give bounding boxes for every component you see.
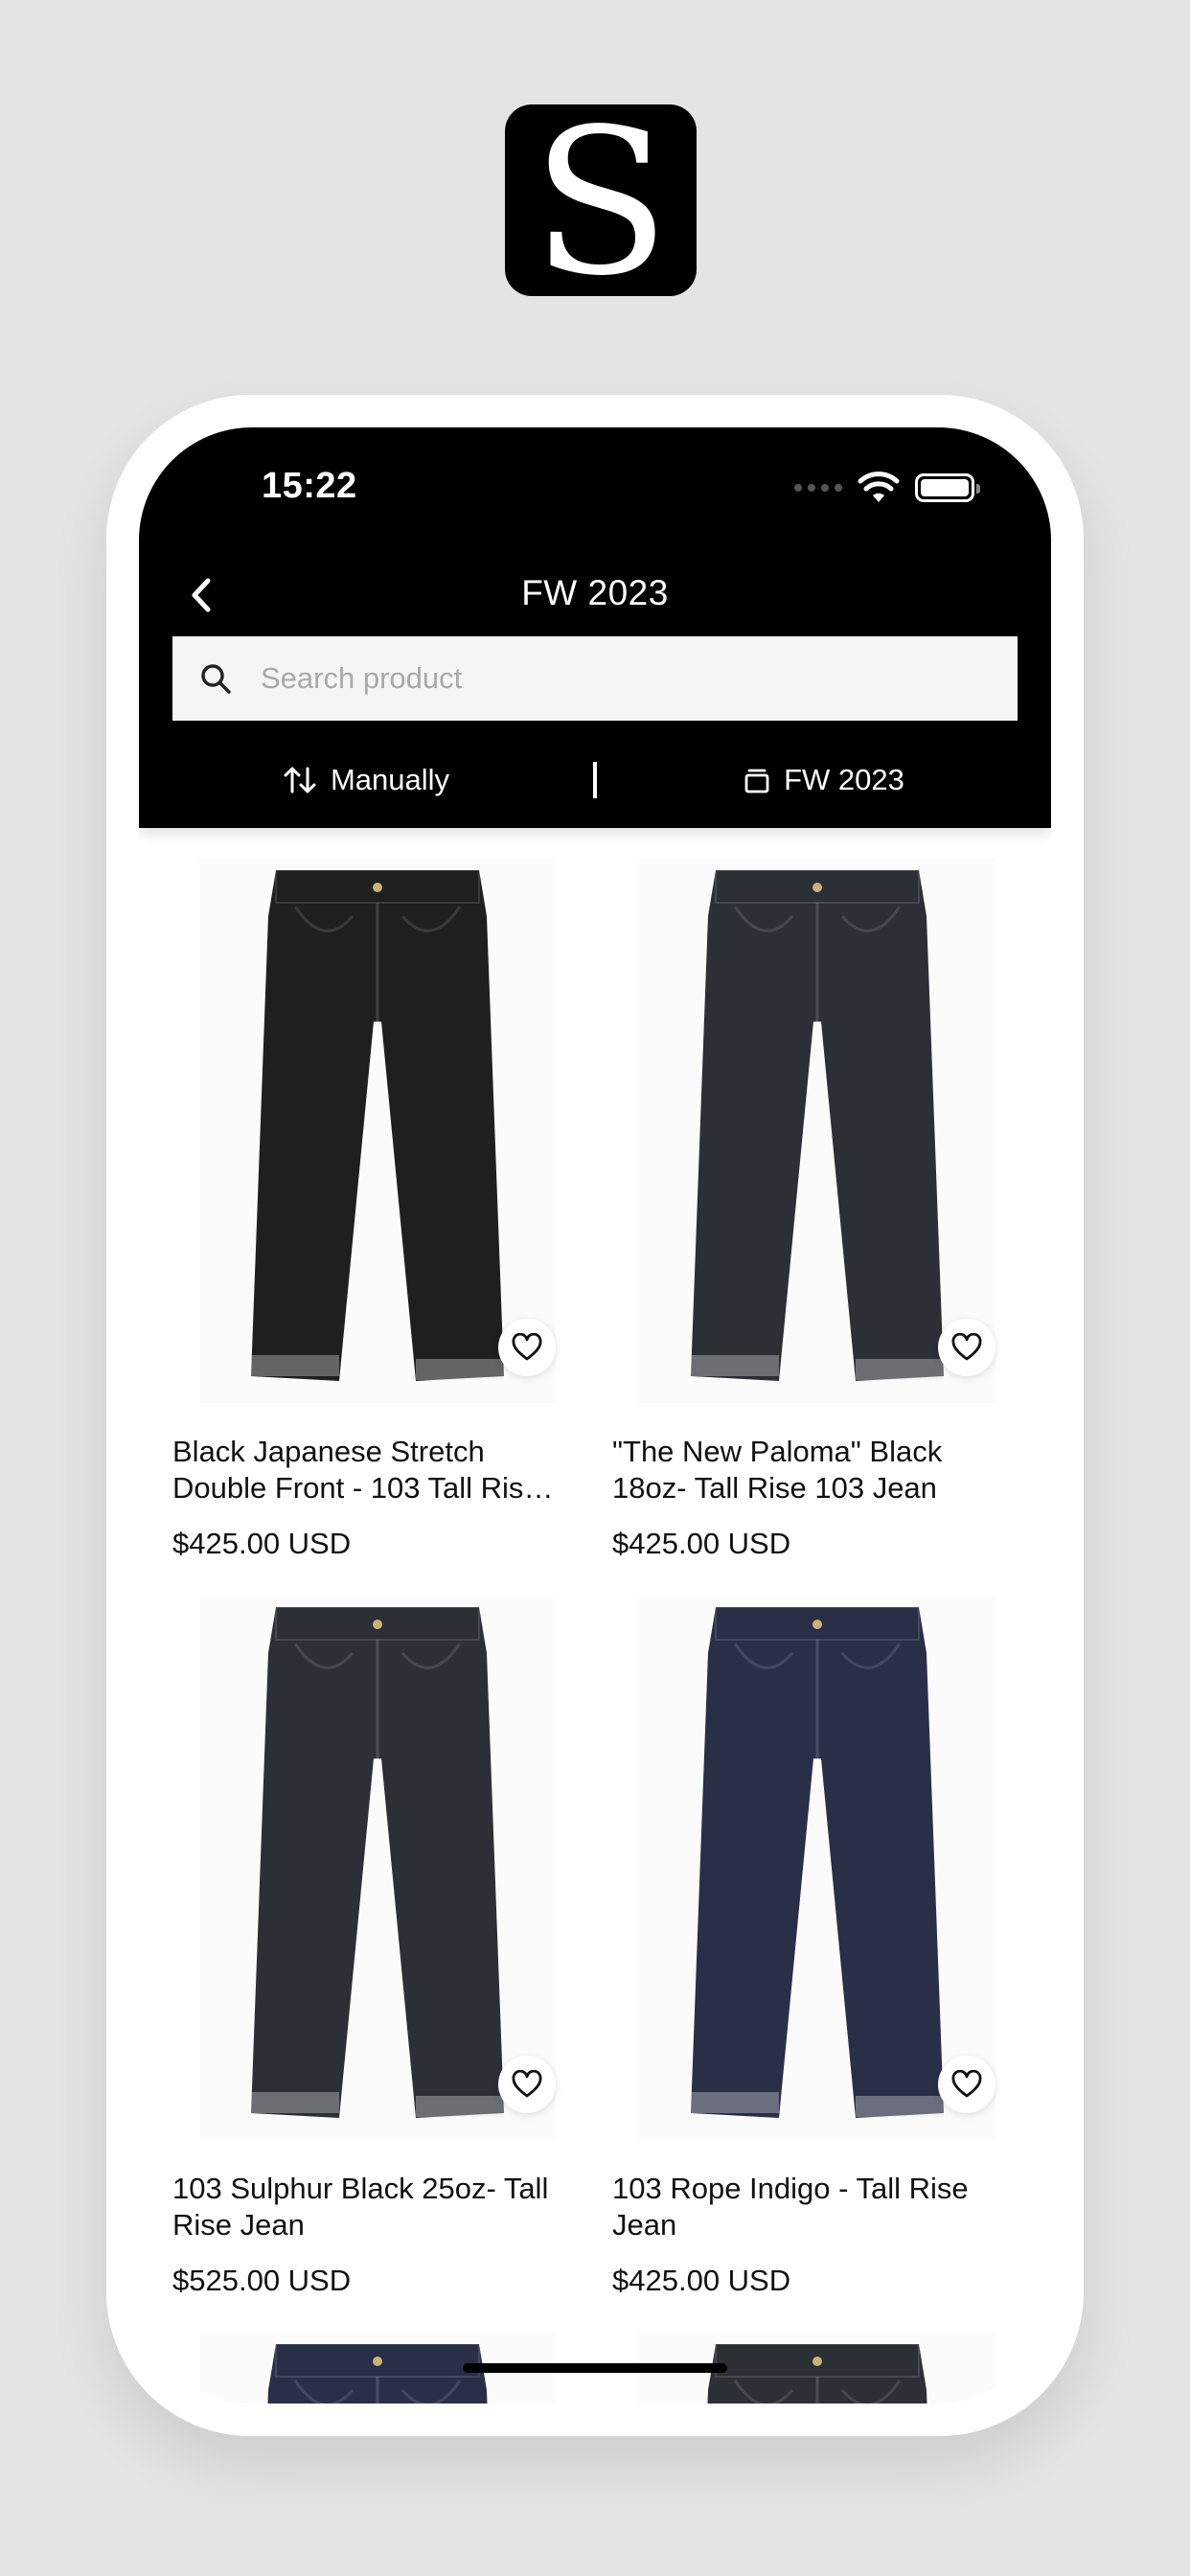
jeans-shape bbox=[856, 1359, 944, 1380]
jeans-illustration bbox=[639, 859, 995, 1403]
jeans-shape bbox=[373, 1620, 382, 1629]
status-icons bbox=[794, 472, 974, 504]
sort-button[interactable] bbox=[139, 749, 593, 811]
product-image[interactable] bbox=[199, 1596, 556, 2140]
product-price: $425.00 USD bbox=[172, 1527, 352, 1560]
product-image[interactable] bbox=[639, 859, 995, 1403]
jeans-shape bbox=[251, 1355, 339, 1376]
jeans-shape bbox=[812, 2357, 822, 2366]
jeans-shape bbox=[416, 2096, 504, 2117]
product-card[interactable] bbox=[612, 1596, 1008, 2333]
collection-stack-icon bbox=[744, 766, 770, 794]
status-time: 15:22 bbox=[262, 466, 357, 506]
heart-icon bbox=[511, 2070, 543, 2099]
product-image[interactable] bbox=[639, 1596, 995, 2140]
favorite-button[interactable] bbox=[498, 1319, 556, 1376]
product-name: Black Japanese Stretch Double Front - 103 Tall Rise bbox=[172, 1435, 540, 1505]
jeans-shape bbox=[812, 883, 822, 892]
search-bar[interactable] bbox=[172, 636, 1018, 721]
product-price: $425.00 USD bbox=[612, 2264, 791, 2297]
jeans-shape bbox=[251, 2092, 339, 2113]
collection-label: FW 2023 bbox=[784, 763, 904, 796]
product-price: $525.00 USD bbox=[172, 2264, 352, 2297]
collection-button[interactable] bbox=[597, 749, 1051, 811]
jeans-illustration bbox=[639, 1596, 995, 2140]
heart-icon bbox=[511, 1333, 543, 1362]
jeans-shape bbox=[856, 2096, 944, 2117]
jeans-shape bbox=[691, 2092, 779, 2113]
heart-icon bbox=[950, 1333, 983, 1362]
jeans-shape bbox=[812, 1620, 822, 1629]
search-icon bbox=[199, 659, 238, 698]
jeans-shape bbox=[416, 1359, 504, 1380]
header bbox=[139, 427, 1051, 828]
jeans-shape bbox=[691, 1355, 779, 1376]
jeans-illustration bbox=[199, 1596, 556, 2140]
jeans-illustration bbox=[199, 859, 556, 1403]
signal-icon bbox=[794, 484, 842, 492]
product-name: 103 Sulphur Black 25oz- Tall Rise Jean bbox=[172, 2172, 549, 2242]
jeans-shape bbox=[373, 883, 382, 892]
jeans-shape bbox=[373, 2357, 382, 2366]
page-title: FW 2023 bbox=[521, 573, 669, 612]
wifi-icon bbox=[858, 472, 900, 504]
filter-row bbox=[139, 749, 1051, 811]
product-grid bbox=[172, 859, 1018, 2404]
brand-logo bbox=[505, 85, 697, 320]
search-input[interactable] bbox=[261, 661, 989, 696]
home-indicator bbox=[463, 2363, 727, 2373]
product-name: 103 Rope Indigo - Tall Rise Jean bbox=[612, 2172, 969, 2242]
brand-logo-letter: S bbox=[532, 85, 670, 320]
product-card[interactable] bbox=[172, 859, 568, 1596]
product-card[interactable] bbox=[172, 1596, 568, 2333]
product-image[interactable] bbox=[199, 859, 556, 1403]
product-card[interactable] bbox=[612, 859, 1008, 1596]
favorite-button[interactable] bbox=[938, 1319, 995, 1376]
app-screen bbox=[139, 427, 1051, 2404]
favorite-button[interactable] bbox=[938, 2056, 995, 2113]
product-name: "The New Paloma" Black 18oz- Tall Rise 103 Jean bbox=[612, 1435, 943, 1505]
heart-icon bbox=[950, 2070, 983, 2099]
product-price: $425.00 USD bbox=[612, 1527, 791, 1560]
favorite-button[interactable] bbox=[498, 2056, 556, 2113]
battery-icon bbox=[915, 473, 974, 502]
sort-arrows-icon bbox=[283, 765, 317, 795]
sort-label: Manually bbox=[330, 763, 450, 796]
